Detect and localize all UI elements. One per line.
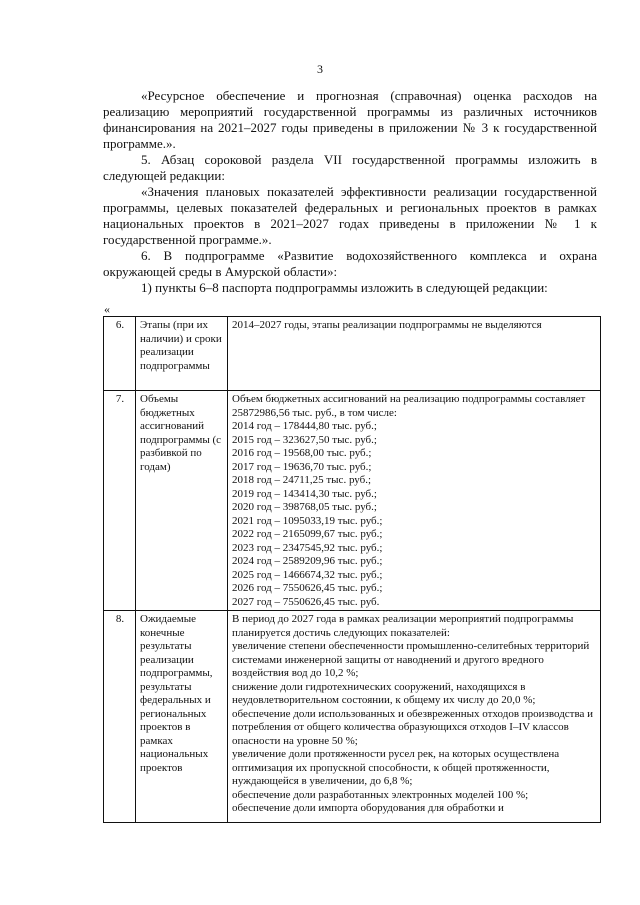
table-row	[104, 611, 601, 823]
list-item: обеспечение доли использованных и обезвреженных отходов производства и потребления от общего количества образующихся отходов I–IV классов опасности на уровне 50 %;	[232, 707, 594, 747]
list-item: 2022 год – 2165099,67 тыс. руб.;	[232, 528, 383, 540]
budget-intro: Объем бюджетных ассигнований на реализацию подпрограммы составляет 25872986,56 тыс. руб., в том числе:	[232, 393, 586, 419]
list-item: 2015 год – 323627,50 тыс. руб.;	[232, 433, 377, 446]
list-item: снижение доли гидротехнических сооружений, находящихся в неудовлетворительном состоянии, к общему их числу до 20,0 %;	[232, 680, 536, 706]
paragraph-item-6: 6. В подпрограмме «Развитие водохозяйственного комплекса и охрана окружающей среды в Амурской области»:	[103, 248, 597, 279]
list-item: 2017 год – 19636,70 тыс. руб.;	[232, 460, 372, 473]
paragraph-passport-points: 1) пункты 6–8 паспорта подпрограммы изложить в следующей редакции:	[141, 280, 548, 295]
list-item: 2026 год – 7550626,45 тыс. руб.;	[232, 582, 383, 594]
budget-by-year-list	[232, 420, 597, 609]
paragraph-indicators-quote: «Значения плановых показателей эффективности реализации государственной программы, целевых показателей федеральных и региональных проектов в рамках национальных проектов в 2021–2027 годах приведены в приложении № 1 к государственной программе.».	[103, 184, 597, 247]
table-row	[104, 317, 601, 391]
list-item: 2020 год – 398768,05 тыс. руб.;	[232, 501, 377, 513]
results-list	[232, 640, 597, 816]
paragraph-item-5: 5. Абзац сороковой раздела VII государственной программы изложить в следующей редакции:	[103, 152, 597, 183]
list-item: 2027 год – 7550626,45 тыс. руб.	[232, 595, 380, 608]
list-item: 2021 год – 1095033,19 тыс. руб.;	[232, 514, 383, 527]
subprogram-passport-table	[103, 316, 601, 823]
row-number: 7.	[104, 391, 136, 611]
table-row	[104, 391, 601, 611]
list-item: 2023 год – 2347545,92 тыс. руб.;	[232, 541, 383, 554]
row-value-results	[228, 611, 601, 823]
row-value-budget	[228, 391, 601, 611]
body-text	[103, 88, 597, 296]
list-item: обеспечение доли разработанных электронных моделей 100 %;	[232, 788, 529, 801]
list-item: увеличение степени обеспеченности промышленно-селитебных территорий системами инженерной защиты от наводнений и другого вредного воздействия вод до 10,2 %;	[232, 640, 590, 679]
list-item: обеспечение доли импорта оборудования для обработки и	[232, 802, 504, 814]
opening-quote-mark: «	[104, 302, 110, 316]
row-title: Объемы бюджетных ассигнований подпрограммы (с разбивкой по годам)	[136, 391, 228, 611]
list-item: 2025 год – 1466674,32 тыс. руб.;	[232, 568, 383, 581]
page-number: 3	[317, 62, 323, 76]
row-title: Этапы (при их наличии) и сроки реализации подпрограммы	[136, 317, 228, 391]
list-item: 2014 год – 178444,80 тыс. руб.;	[232, 420, 377, 432]
list-item: 2019 год – 143414,30 тыс. руб.;	[232, 487, 377, 500]
results-intro: В период до 2027 года в рамках реализации мероприятий подпрограммы планируется достичь следующих показателей:	[232, 613, 574, 639]
row-value: 2014–2027 годы, этапы реализации подпрограммы не выделяются	[228, 317, 601, 391]
list-item: 2018 год – 24711,25 тыс. руб.;	[232, 474, 372, 486]
list-item: 2016 год – 19568,00 тыс. руб.;	[232, 447, 372, 459]
row-title: Ожидаемые конечные результаты реализации подпрограммы, результаты федеральных и региональных проектов в рамках национальных проектов	[136, 611, 228, 823]
row-number: 8.	[104, 611, 136, 823]
paragraph-resource-support: «Ресурсное обеспечение и прогнозная (справочная) оценка расходов на реализацию мероприятий государственной программы из различных источников финансирования на 2021–2027 годы приведены в приложении № 3 к государственной программе.».	[103, 88, 597, 151]
row-number: 6.	[104, 317, 136, 391]
list-item: увеличение доли протяженности русел рек, на которых осуществлена оптимизация их пропускной способности, к общей протяженности, нуждающейся в увеличении, до 6,8 %;	[232, 748, 560, 787]
list-item: 2024 год – 2589209,96 тыс. руб.;	[232, 555, 383, 567]
